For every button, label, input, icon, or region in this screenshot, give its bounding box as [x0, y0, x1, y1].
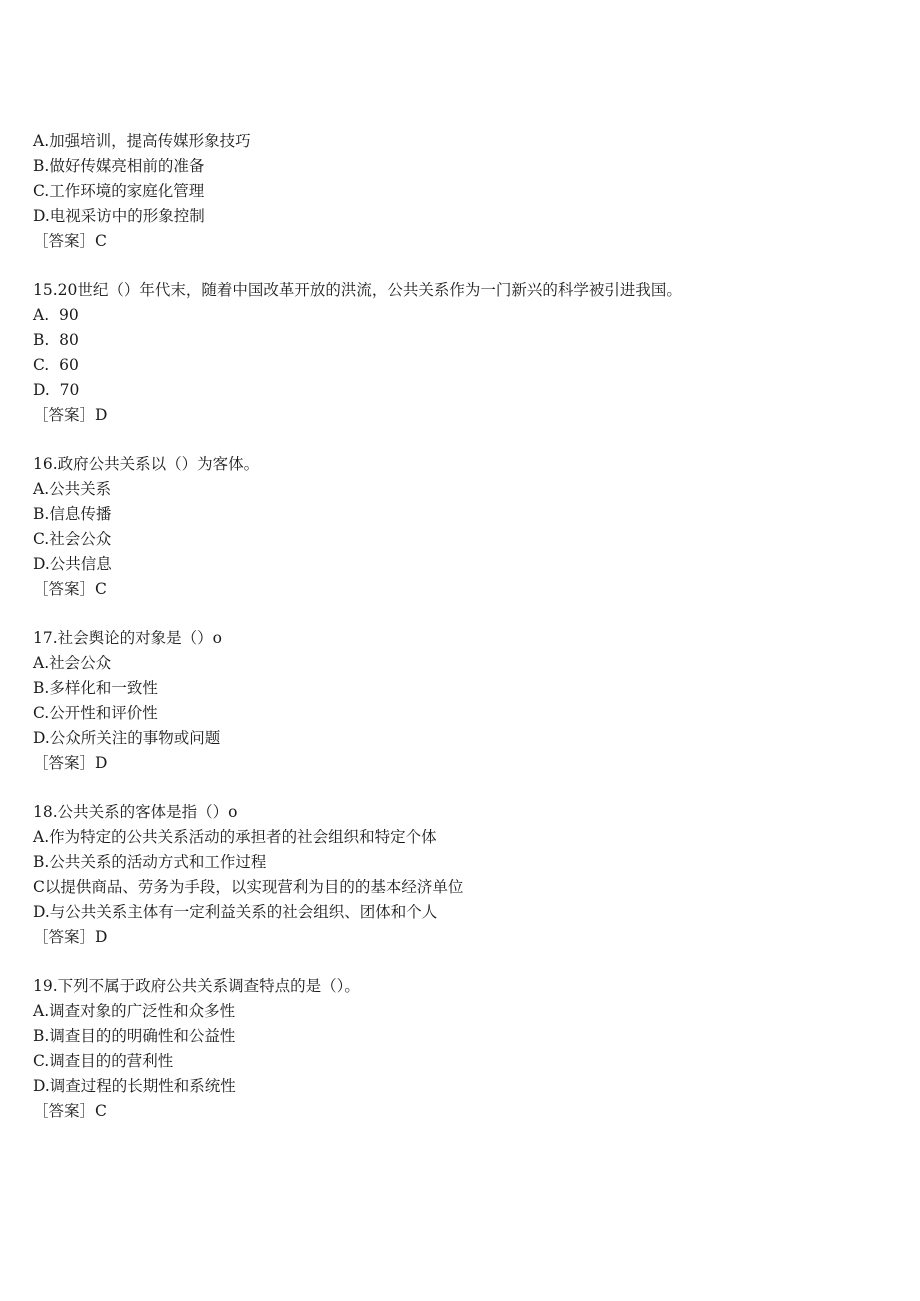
option-a: A.社会公众: [33, 654, 112, 672]
document-page: [33, 129, 893, 1148]
option-a: A.作为特定的公共关系活动的承担者的社会组织和特定个体: [33, 828, 437, 846]
question-block-18: [33, 800, 893, 950]
option-d: D.电视采访中的形象控制: [33, 207, 205, 225]
question-text: 16.政府公共关系以（）为客体。: [33, 455, 260, 473]
option-d: D.公众所关注的事物或问题: [33, 729, 221, 747]
option-c: C.社会公众: [33, 530, 112, 548]
option-a: A.调查对象的广泛性和众多性: [33, 1002, 236, 1020]
answer: ［答案］C: [33, 1102, 107, 1120]
option-c: C以提供商品、劳务为手段，以实现营利为目的的基本经济单位: [33, 878, 464, 896]
question-text: 18.公共关系的客体是指（）o: [33, 803, 238, 821]
option-a: A.加强培训，提高传媒形象技巧: [33, 132, 251, 150]
question-block-17: [33, 626, 893, 776]
option-b: B.信息传播: [33, 505, 112, 523]
question-text: 17.社会舆论的对象是（）o: [33, 629, 222, 647]
option-b: B.做好传媒亮相前的准备: [33, 157, 205, 175]
option-d: D.调查过程的长期性和系统性: [33, 1077, 236, 1095]
option-c: C.调查目的的营利性: [33, 1052, 174, 1070]
question-block-14: [33, 129, 893, 254]
option-b: B. 80: [33, 331, 79, 349]
option-c: C.公开性和评价性: [33, 704, 158, 722]
option-d: D. 70: [33, 381, 80, 399]
option-b: B.多样化和一致性: [33, 679, 158, 697]
answer: ［答案］C: [33, 580, 107, 598]
question-block-15: [33, 278, 893, 428]
answer: ［答案］C: [33, 232, 107, 250]
question-block-19: [33, 974, 893, 1124]
question-block-16: [33, 452, 893, 602]
option-b: B.调查目的的明确性和公益性: [33, 1027, 236, 1045]
question-text: 15.20世纪（）年代末，随着中国改革开放的洪流，公共关系作为一门新兴的科学被引进我国。: [33, 281, 682, 299]
option-b: B.公共关系的活动方式和工作过程: [33, 853, 267, 871]
question-text: 19.下列不属于政府公共关系调查特点的是（）。: [33, 977, 360, 995]
option-d: D.公共信息: [33, 555, 112, 573]
option-d: D.与公共关系主体有一定利益关系的社会组织、团体和个人: [33, 903, 438, 921]
answer: ［答案］D: [33, 754, 108, 772]
option-a: A. 90: [33, 306, 79, 324]
option-c: C. 60: [33, 356, 79, 374]
answer: ［答案］D: [33, 928, 108, 946]
option-a: A.公共关系: [33, 480, 112, 498]
option-c: C.工作环境的家庭化管理: [33, 182, 205, 200]
answer: ［答案］D: [33, 406, 108, 424]
